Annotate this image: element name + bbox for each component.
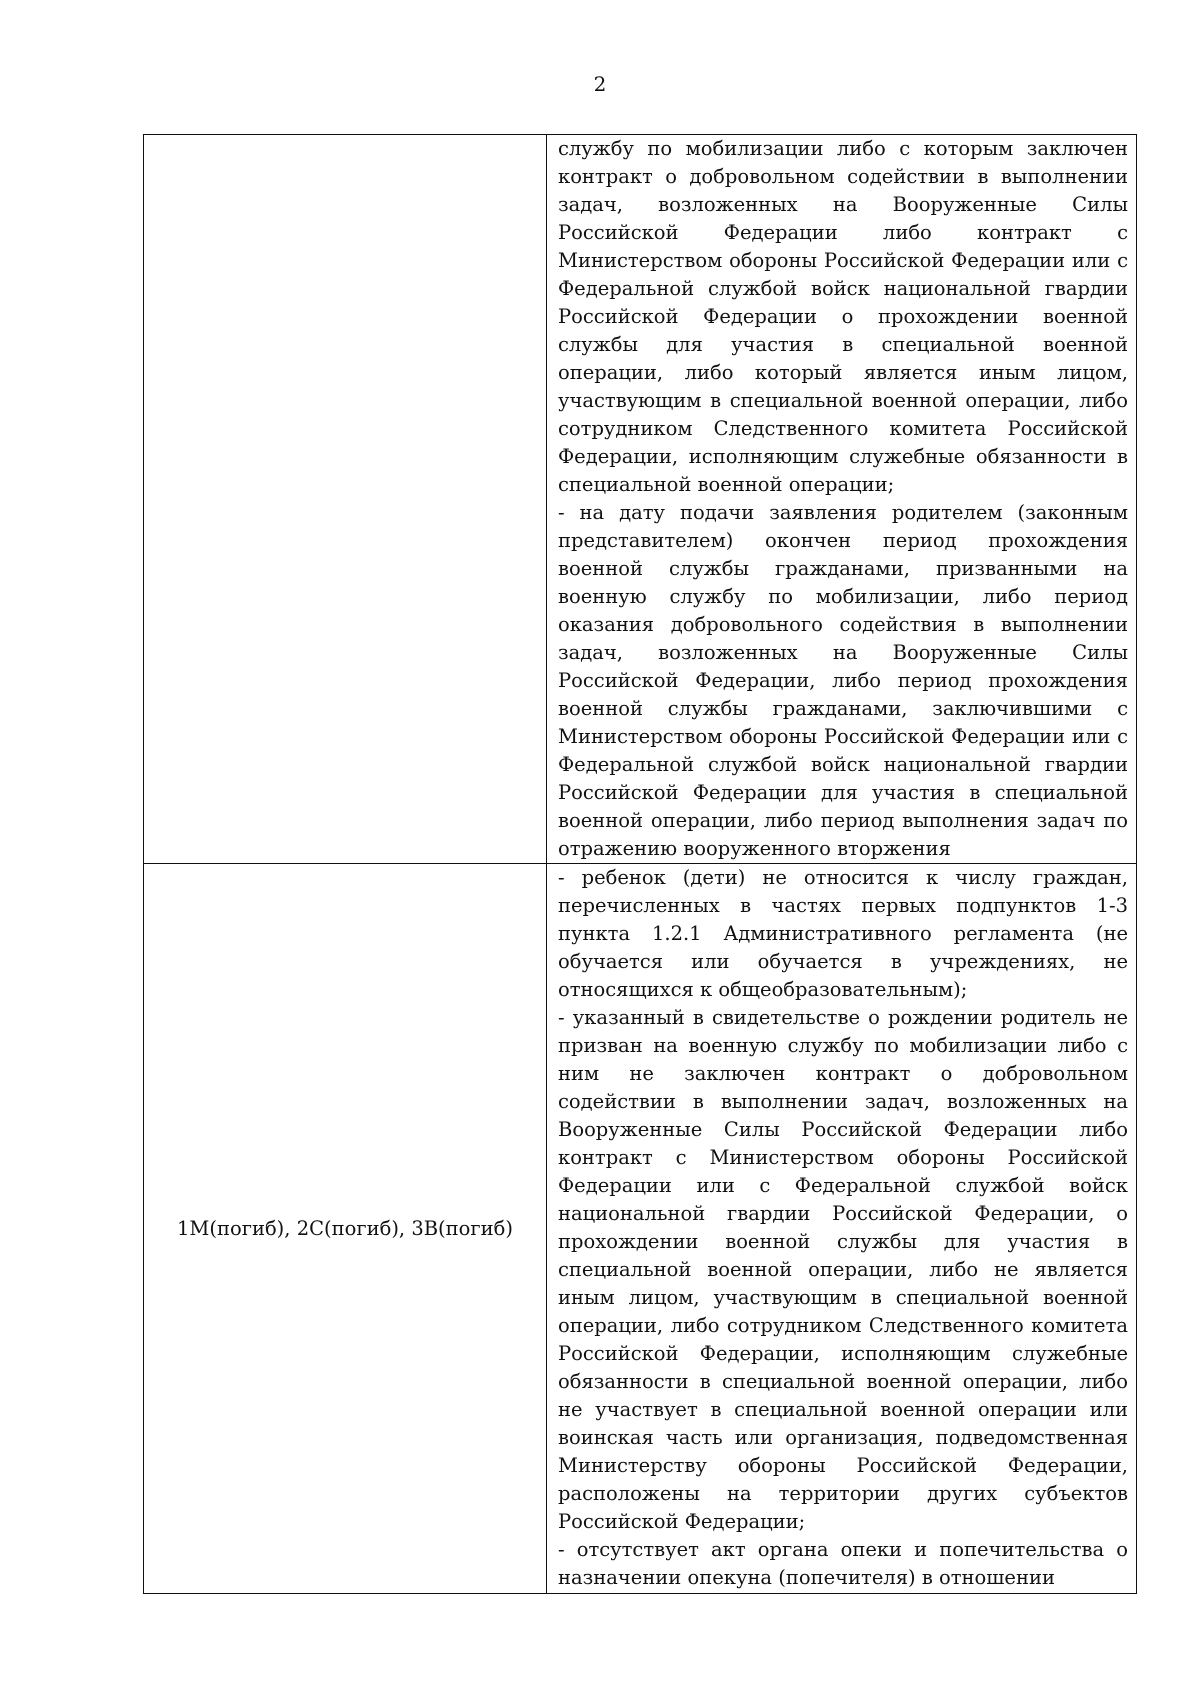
condition-paragraph: - указанный в свидетельстве о рождении родитель не призван на военную службу по мобилизации либо с ним не заключен контракт о добровольном содействии в выполнении задач, возложенных на Вооруженные Силы Российской Федерации либо контракт с Министерством обороны Российской Федерации или с Федеральной службой войск национальной гвардии Российской Федерации, о прохождении военной службы для участия в специальной военной операции, либо не является иным лицом, участвующим в специальной военной операции, либо сотрудником Следственного комитета Российской Федерации, исполняющим служебные обязанности в специальной военной операции, либо не участвует в специальной военной операции или воинская часть или организация, подведомственная Министерству обороны Российской Федерации, расположены на территории других субъектов Российской Федерации; [558,1006,1128,1533]
category-code-cell: 1М(погиб), 2С(погиб), 3В(погиб) [144,864,547,1594]
criteria-table [143,134,1137,1594]
condition-paragraph: - на дату подачи заявления родителем (законным представителем) окончен период прохождения военной службы гражданами, призванными на военную службу по мобилизации, либо период оказания добровольного содействия в выполнении задач, возложенных на Вооруженные Силы Российской Федерации, либо период прохождения военной службы гражданами, заключившими с Министерством обороны Российской Федерации или с Федеральной службой войск национальной гвардии Российской Федерации для участия в специальной военной операции, либо период выполнения задач по отражению вооруженного вторжения [558,501,1128,860]
condition-paragraph: - ребенок (дети) не относится к числу граждан, перечисленных в частях первых подпунктов 1-3 пункта 1.2.1 Административного регламента (не обучается или обучается в учреждениях, не относящихся к общеобразовательным); [558,866,1128,1001]
condition-paragraph: службу по мобилизации либо с которым заключен контракт о добровольном содействии в выполнении задач, возложенных на Вооруженные Силы Российской Федерации либо контракт с Министерством обороны Российской Федерации или с Федеральной службой войск национальной гвардии Российской Федерации о прохождении военной службы для участия в специальной военной операции, либо который является иным лицом, участвующим в специальной военной операции, либо сотрудником Следственного комитета Российской Федерации, исполняющим служебные обязанности в специальной военной операции; [558,137,1128,496]
condition-paragraph: - отсутствует акт органа опеки и попечительства о назначении опекуна (попечителя) в отношении [558,1538,1128,1589]
conditions-cell [547,135,1137,864]
category-code-cell [144,135,547,864]
conditions-cell [547,864,1137,1594]
page-number: 2 [593,72,607,96]
table-row [144,864,1137,1594]
table-row [144,135,1137,864]
